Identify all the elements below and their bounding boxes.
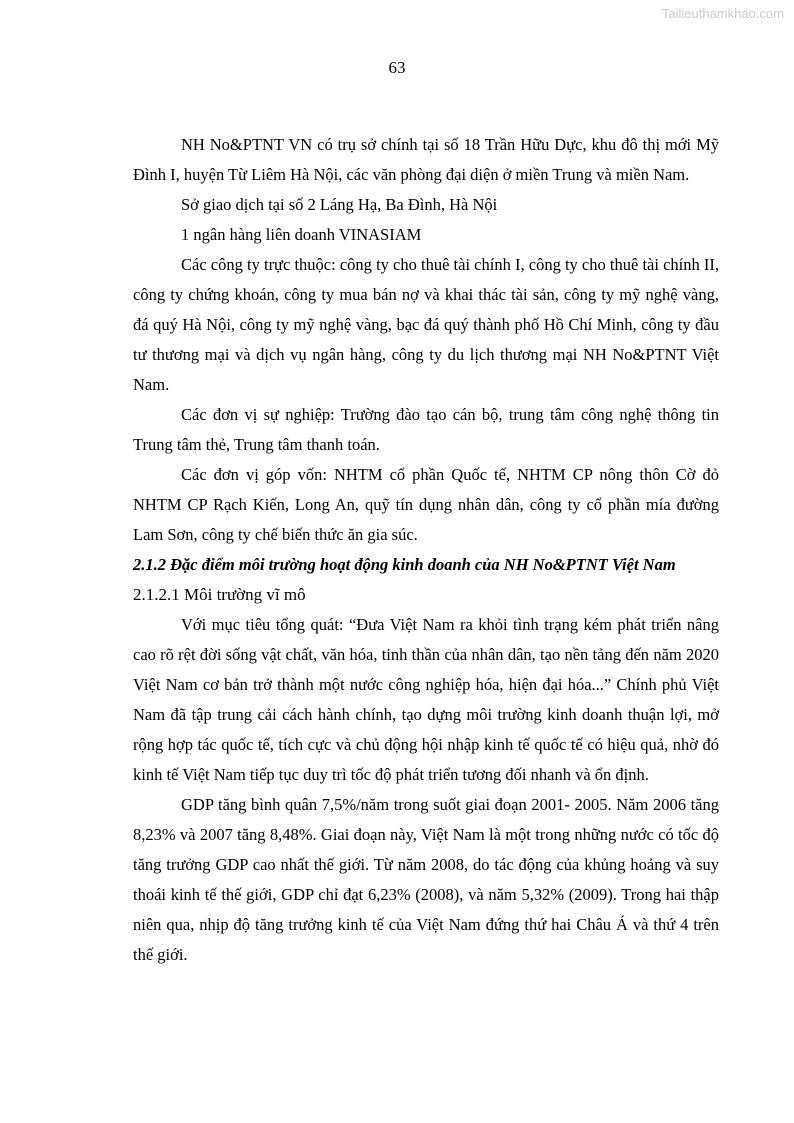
page-number: 63 [388,58,406,77]
subsection-heading: 2.1.2.1 Môi trường vĩ mô [133,585,306,604]
paragraph-subsidiaries: Các công ty trực thuộc: công ty cho thuê tài chính I, công ty cho thuê tài chính II, công ty chứng khoán, công ty mua bán nợ và khai thác tài sản, công ty mỹ nghệ vàng, đá quý Hà Nội, công ty mỹ nghệ vàng, bạc đá quý thành phố Hồ Chí Minh, công ty đầu tư thương mại và dịch vụ ngân hàng, công ty du lịch thương mại NH No&PTNT Việt Nam. [133,255,719,394]
paragraph-head-office: NH No&PTNT VN có trụ sở chính tại số 18 Trần Hữu Dực, khu đô thị mới Mỹ Đình I, huyện Từ Liêm Hà Nội, các văn phòng đại diện ở miền Trung và miền Nam. [133,135,719,184]
paragraph-capital-contribution: Các đơn vị góp vốn: NHTM cổ phần Quốc tế, NHTM CP nông thôn Cờ đỏ NHTM CP Rạch Kiến, Long An, quỹ tín dụng nhân dân, công ty cổ phần mía đường Lam Sơn, công ty chế biến thức ăn gia súc. [133,465,719,544]
section-heading: 2.1.2 Đặc điểm môi trường hoạt động kinh doanh của NH No&PTNT Việt Nam [133,555,676,574]
paragraph-macro-goals: Với mục tiêu tổng quát: “Đưa Việt Nam ra khỏi tình trạng kém phát triển nâng cao rõ rệt đời sống vật chất, văn hóa, tinh thần của nhân dân, tạo nền tảng đến năm 2020 Việt Nam cơ bản trở thành một nước công nghiệp hóa, hiện đại hóa...” Chính phủ Việt Nam đã tập trung cải cách hành chính, tạo dựng môi trường kinh doanh thuận lợi, mở rộng hợp tác quốc tế, tích cực và chủ động hội nhập kinh tế quốc tế có hiệu quả, nhờ đó kinh tế Việt Nam tiếp tục duy trì tốc độ phát triển tương đối nhanh và ổn định. [133,615,719,784]
watermark-text: Tailieuthamkhao.com [661,6,784,21]
document-body [133,130,719,970]
paragraph-gdp-growth: GDP tăng bình quân 7,5%/năm trong suốt giai đoạn 2001- 2005. Năm 2006 tăng 8,23% và 2007 tăng 8,48%. Giai đoạn này, Việt Nam là một trong những nước có tốc độ tăng trưởng GDP cao nhất thế giới. Từ năm 2008, do tác động của khủng hoảng và suy thoái kinh tế thế giới, GDP chỉ đạt 6,23% (2008), và năm 5,32% (2009). Trong hai thập niên qua, nhịp độ tăng trưởng kinh tế của Việt Nam đứng thứ hai Châu Á và thứ 4 trên thế giới. [133,795,719,964]
paragraph-transaction-office: Sở giao dịch tại số 2 Láng Hạ, Ba Đình, Hà Nội [181,195,498,214]
paragraph-service-units: Các đơn vị sự nghiệp: Trường đào tạo cán bộ, trung tâm công nghệ thông tin Trung tâm thẻ, Trung tâm thanh toán. [133,405,719,454]
paragraph-joint-venture: 1 ngân hàng liên doanh VINASIAM [181,225,422,244]
